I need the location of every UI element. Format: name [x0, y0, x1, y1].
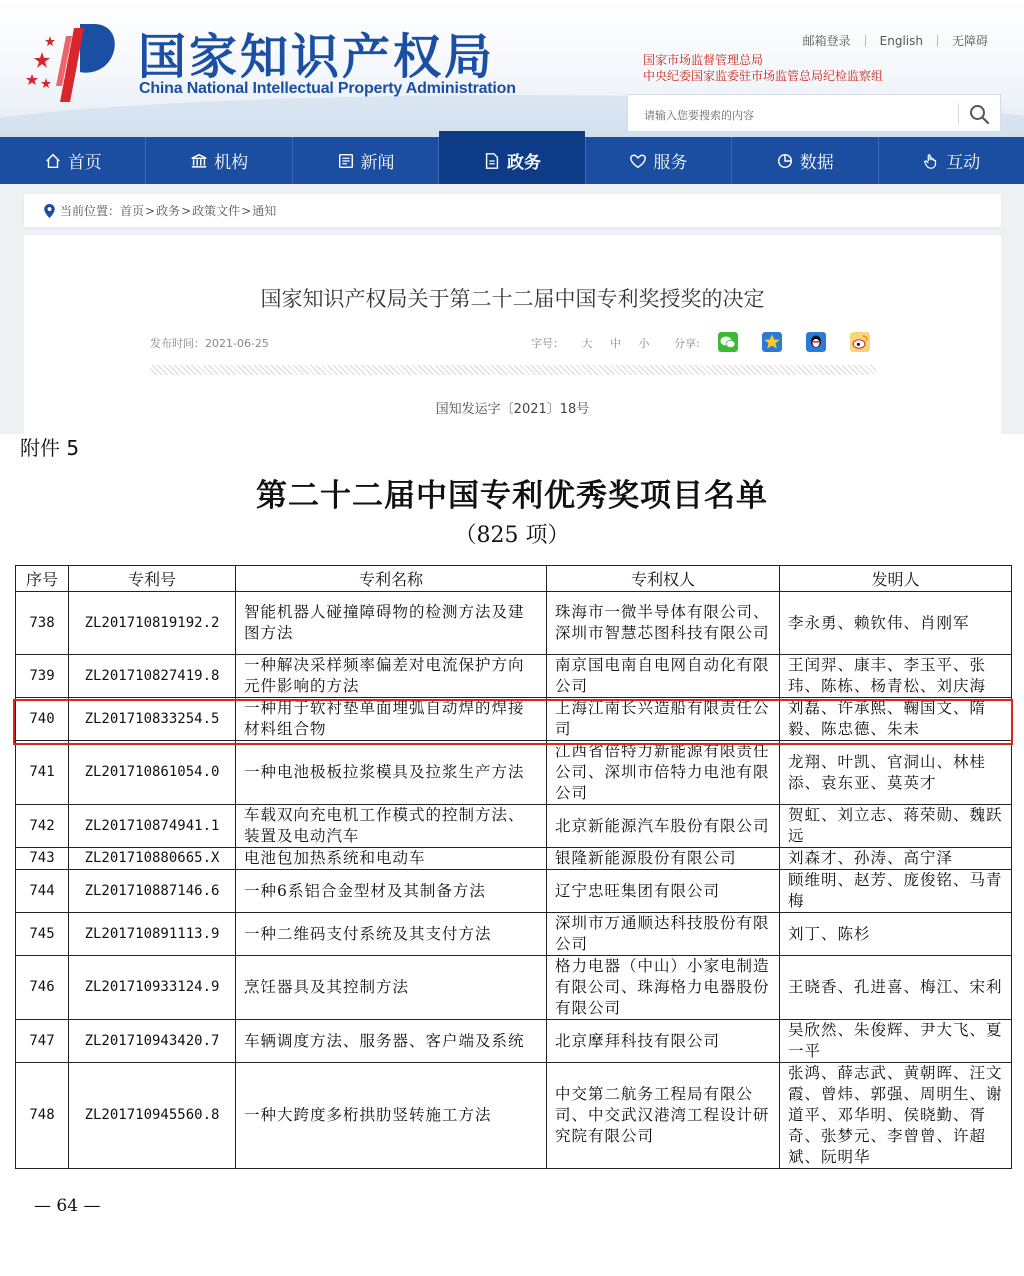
breadcrumb-notice[interactable]: 通知 — [252, 204, 277, 218]
cell-patentee: 江西省倍特力新能源有限责任公司、深圳市倍特力电池有限公司 — [547, 741, 780, 805]
cell-patent-name: 车载双向充电机工作模式的控制方法、装置及电动汽车 — [236, 805, 547, 848]
publish-date: 发布时间：2021-06-25 — [150, 337, 269, 350]
samr-link[interactable]: 国家市场监督管理总局 — [643, 53, 764, 67]
nav-item-government-affairs[interactable] — [439, 137, 585, 184]
search-icon[interactable] — [966, 102, 992, 126]
nav-label: 首页 — [67, 153, 102, 173]
nav-label: 互动 — [946, 153, 981, 173]
cell-serial: 743 — [16, 848, 69, 870]
font-size-selector — [531, 335, 650, 351]
cell-serial: 745 — [16, 913, 69, 956]
cell-patentee: 南京国电南自电网自动化有限公司 — [547, 655, 780, 698]
cell-patent-number: ZL201710827419.8 — [69, 655, 236, 698]
attachment-label: 附件 5 — [20, 436, 80, 460]
cell-patent-number: ZL201710933124.9 — [69, 956, 236, 1020]
nav-item-home[interactable] — [0, 137, 146, 184]
table-row — [16, 698, 1012, 741]
cell-patentee: 辽宁忠旺集团有限公司 — [547, 870, 780, 913]
table-row — [16, 913, 1012, 956]
breadcrumb — [24, 194, 1001, 227]
cell-serial: 744 — [16, 870, 69, 913]
cell-patent-name: 一种解决采样频率偏差对电流保护方向元件影响的方法 — [236, 655, 547, 698]
location-pin-icon — [44, 204, 55, 218]
header-patent-number: 专利号 — [69, 566, 236, 592]
cell-patentee: 珠海市一微半导体有限公司、深圳市智慧芯图科技有限公司 — [547, 592, 780, 655]
article-title: 国家知识产权局关于第二十二届中国专利奖授奖的决定 — [260, 287, 765, 311]
service-icon — [629, 152, 647, 170]
document-number: 国知发运字〔2021〕18号 — [435, 402, 590, 417]
cell-patent-name: 电池包加热系统和电动车 — [236, 848, 547, 870]
main-nav — [0, 137, 1024, 184]
cell-patentee: 银隆新能源股份有限公司 — [547, 848, 780, 870]
cell-patent-number: ZL201710880665.X — [69, 848, 236, 870]
home-icon — [44, 152, 62, 170]
cell-patentee: 北京摩拜科技有限公司 — [547, 1020, 780, 1063]
search-box — [627, 94, 1001, 132]
cell-patent-name: 一种电池极板拉浆模具及拉浆生产方法 — [236, 741, 547, 805]
table-row — [16, 741, 1012, 805]
font-size-small[interactable]: 小 — [638, 337, 650, 350]
cell-inventors: 王晓香、孔进喜、梅江、宋利 — [780, 956, 1012, 1020]
wechat-icon[interactable] — [718, 332, 738, 352]
page-number: — 64 — — [34, 1196, 101, 1216]
share-label: 分享: — [674, 337, 700, 350]
nav-label: 政务 — [506, 153, 541, 173]
font-size-large[interactable]: 大 — [581, 337, 593, 350]
qzone-icon[interactable] — [762, 332, 782, 352]
hand-icon — [922, 152, 940, 170]
search-divider — [958, 103, 959, 125]
breadcrumb-separator: > — [145, 203, 156, 218]
patent-list-table — [15, 565, 1012, 1169]
cell-patent-number: ZL201710943420.7 — [69, 1020, 236, 1063]
cell-patent-name: 一种二维码支付系统及其支付方法 — [236, 913, 547, 956]
cell-serial: 746 — [16, 956, 69, 1020]
cell-serial: 748 — [16, 1063, 69, 1169]
cell-patent-name: 烹饪器具及其控制方法 — [236, 956, 547, 1020]
attachment-count: （825 项） — [454, 523, 570, 548]
cell-patent-name: 一种大跨度多桁拱肋竖转施工方法 — [236, 1063, 547, 1169]
top-links — [789, 34, 1002, 48]
cell-patentee: 格力电器（中山）小家电制造有限公司、珠海格力电器股份有限公司 — [547, 956, 780, 1020]
cell-patentee: 深圳市万通顺达科技股份有限公司 — [547, 913, 780, 956]
header-patentee: 专利权人 — [547, 566, 780, 592]
cell-inventors: 李永勇、赖钦伟、肖刚军 — [780, 592, 1012, 655]
cell-inventors: 顾维明、赵芳、庞俊铭、马青梅 — [780, 870, 1012, 913]
nav-label: 新闻 — [360, 153, 395, 173]
cell-patent-number: ZL201710891113.9 — [69, 913, 236, 956]
cell-patent-name: 一种6系铝合金型材及其制备方法 — [236, 870, 547, 913]
document-icon — [483, 152, 501, 170]
cell-patent-number: ZL201710819192.2 — [69, 592, 236, 655]
header-serial: 序号 — [16, 566, 69, 592]
cell-inventors: 张鸿、薛志武、黄朝晖、汪文霞、曾炜、郭强、周明生、谢道平、邓华明、侯晓勤、胥奇、张梦元、李曾曾、许超斌、阮明华 — [780, 1063, 1012, 1169]
nav-item-data[interactable] — [732, 137, 878, 184]
breadcrumb-government-affairs[interactable]: 政务 — [156, 204, 181, 218]
cell-inventors: 刘森才、孙涛、高宁泽 — [780, 848, 1012, 870]
nav-item-interaction[interactable] — [879, 137, 1024, 184]
cnipa-logo-icon[interactable] — [22, 16, 122, 106]
cell-serial: 740 — [16, 698, 69, 741]
nav-item-institution[interactable] — [146, 137, 292, 184]
cell-patent-name: 智能机器人碰撞障碍物的检测方法及建图方法 — [236, 592, 547, 655]
cell-patent-number: ZL201710833254.5 — [69, 698, 236, 741]
site-logo-english[interactable]: China National Intellectual Property Administration — [139, 80, 516, 97]
breadcrumb-policy-documents[interactable]: 政策文件 — [192, 204, 241, 218]
nav-label: 机构 — [214, 153, 249, 173]
cell-patent-number: ZL201710945560.8 — [69, 1063, 236, 1169]
breadcrumb-home[interactable]: 首页 — [120, 204, 145, 218]
cell-serial: 742 — [16, 805, 69, 848]
cell-inventors: 刘磊、许承熙、鞠国文、隋毅、陈忠德、朱未 — [780, 698, 1012, 741]
cell-serial: 741 — [16, 741, 69, 805]
table-row — [16, 1020, 1012, 1063]
cell-patent-number: ZL201710861054.0 — [69, 741, 236, 805]
cell-patent-name: 一种用于软衬垫单面埋弧自动焊的焊接材料组合物 — [236, 698, 547, 741]
cell-serial: 739 — [16, 655, 69, 698]
font-size-label: 字号： — [531, 337, 564, 350]
cell-patent-number: ZL201710887146.6 — [69, 870, 236, 913]
breadcrumb-separator: > — [241, 203, 252, 218]
table-row — [16, 848, 1012, 870]
cell-inventors: 吴欣然、朱俊辉、尹大飞、夏一平 — [780, 1020, 1012, 1063]
nav-label: 数据 — [799, 153, 834, 173]
institution-icon — [190, 152, 208, 170]
mail-login-link[interactable]: 邮箱登录 — [802, 34, 851, 48]
breadcrumb-separator: > — [181, 203, 192, 218]
article-panel — [24, 235, 1001, 434]
cell-patentee: 中交第二航务工程局有限公司、中交武汉港湾工程设计研究院有限公司 — [547, 1063, 780, 1169]
accessibility-link[interactable]: 无障碍 — [937, 35, 1002, 47]
table-row — [16, 805, 1012, 848]
header-patent-name: 专利名称 — [236, 566, 547, 592]
table-row — [16, 870, 1012, 913]
attachment-title: 第二十二届中国专利优秀奖项目名单 — [256, 478, 768, 514]
cell-serial: 738 — [16, 592, 69, 655]
nav-label: 服务 — [653, 153, 688, 173]
qq-icon[interactable] — [806, 332, 826, 352]
weibo-icon[interactable] — [850, 332, 870, 352]
table-row — [16, 592, 1012, 655]
cell-patentee: 北京新能源汽车股份有限公司 — [547, 805, 780, 848]
cell-patentee: 上海江南长兴造船有限责任公司 — [547, 698, 780, 741]
nav-item-service[interactable] — [586, 137, 732, 184]
search-input[interactable] — [642, 104, 946, 126]
cell-patent-name: 车辆调度方法、服务器、客户端及系统 — [236, 1020, 547, 1063]
table-row — [16, 956, 1012, 1020]
cell-inventors: 贺虹、刘立志、蒋荣勋、魏跃远 — [780, 805, 1012, 848]
cell-inventors: 龙翔、叶凯、官洞山、林桂添、袁东亚、莫英才 — [780, 741, 1012, 805]
table-row — [16, 655, 1012, 698]
site-logo-chinese[interactable]: 国家知识产权局 — [138, 29, 496, 85]
font-size-medium[interactable]: 中 — [610, 337, 621, 350]
cell-serial: 747 — [16, 1020, 69, 1063]
cell-inventors: 王闰羿、康丰、李玉平、张玮、陈栋、杨青松、刘庆海 — [780, 655, 1012, 698]
english-link[interactable]: English — [865, 35, 937, 47]
org-links — [643, 52, 883, 84]
news-icon — [337, 152, 355, 170]
site-header — [0, 0, 1024, 137]
header-inventors: 发明人 — [780, 566, 1012, 592]
cell-patent-number: ZL201710874941.1 — [69, 805, 236, 848]
table-header-row — [16, 566, 1012, 592]
table-row — [16, 1063, 1012, 1169]
nav-item-news[interactable] — [293, 137, 439, 184]
breadcrumb-prefix: 当前位置： — [60, 204, 121, 218]
chart-pie-icon — [776, 152, 794, 170]
divider-dotted — [150, 365, 876, 375]
discipline-inspection-link[interactable]: 中央纪委国家监委驻市场监管总局纪检监察组 — [643, 69, 884, 83]
cell-inventors: 刘丁、陈杉 — [780, 913, 1012, 956]
